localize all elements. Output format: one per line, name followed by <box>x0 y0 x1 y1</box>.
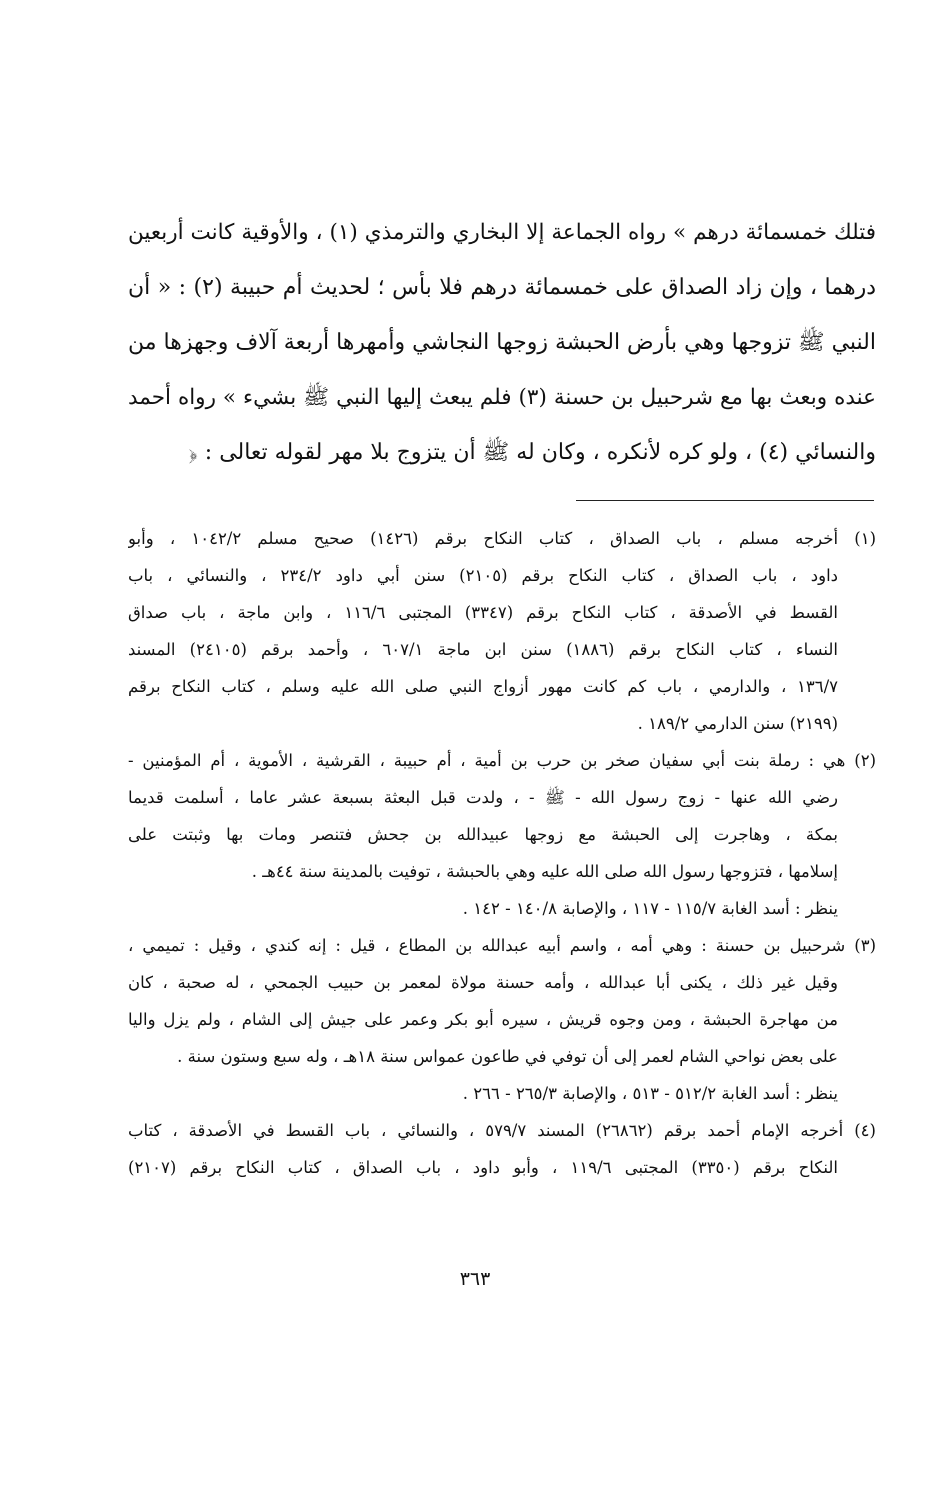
main-text-line: والنسائي (٤) ، ولو كره لأنكره ، وكان له ﷺ أن يتزوج بلا مهر لقوله تعالى : ﴿ <box>188 440 876 465</box>
footnote-1-line: (١) أخرجه مسلم ، باب الصداق ، كتاب النكاح برقم (١٤٢٦) صحيح مسلم ١٠٤٢/٢ ، وأبو <box>128 529 876 548</box>
footnote-3-line: من مهاجرة الحبشة ، ومن وجوه قريش ، سيره أبو بكر وعمر على جيش إلى الشام ، ولم يزل واليا <box>128 1010 838 1029</box>
footnote-2-line: إسلامها ، فتزوجها رسول الله صلى الله عليه وهي بالحبشة ، توفيت بالمدينة سنة ٤٤هـ . <box>251 862 838 881</box>
footnote-3-line: على بعض نواحي الشام لعمر إلى أن توفي في طاعون عمواس سنة ١٨هـ ، وله سبع وستون سنة . <box>177 1047 838 1066</box>
footnote-1-line: (٢١٩٩) سنن الدارمي ١٨٩/٢ . <box>637 714 838 733</box>
footnote-3-line: وقيل غير ذلك ، يكنى أبا عبدالله ، وأمه حسنة مولاة لمعمر بن حبيب الجمحي ، له صحبة ، كان <box>128 973 838 992</box>
footnote-2-reference: ينظر : أسد الغابة ١١٥/٧ - ١١٧ ، والإصابة ١٤٠/٨ - ١٤٢ . <box>462 899 838 918</box>
footnote-separator <box>576 500 874 501</box>
footnote-2-line: (٢) هي : رملة بنت أبي سفيان صخر بن حرب بن أمية ، أم حبيبة ، القرشية ، الأموية ، أم المؤمنين - <box>128 751 876 770</box>
footnote-2-line: بمكة ، وهاجرت إلى الحبشة مع زوجها عبيدالله بن جحش فتنصر ومات بها وثبتت على <box>128 825 838 844</box>
footnote-4-line: النكاح برقم (٣٣٥٠) المجتبى ١١٩/٦ ، وأبو داود ، باب الصداق ، كتاب النكاح برقم (٢١٠٧) <box>128 1158 838 1177</box>
main-text-block <box>128 205 876 480</box>
footnotes-block <box>128 520 876 1186</box>
footnote-1-line: القسط في الأصدقة ، كتاب النكاح برقم (٣٣٤٧) المجتبى ١١٦/٦ ، وابن ماجة ، باب صداق <box>128 603 838 622</box>
footnote-2-line: رضي الله عنها - زوج رسول الله - ﷺ - ، ولدت قبل البعثة بسبعة عشر عاما ، أسلمت قديما <box>128 788 838 807</box>
footnote-1-line: النساء ، كتاب النكاح برقم (١٨٨٦) سنن ابن ماجة ٦٠٧/١ ، وأحمد برقم (٢٤١٠٥) المسند <box>128 640 838 659</box>
main-text-line: عنده وبعث بها مع شرحبيل بن حسنة (٣) فلم يبعث إليها النبي ﷺ بشيء » رواه أحمد <box>128 385 876 410</box>
page-number: ٣٦٣ <box>459 1268 491 1290</box>
main-text-line: درهما ، وإن زاد الصداق على خمسمائة درهم فلا بأس ؛ لحديث أم حبيبة (٢) : « أن <box>128 275 876 300</box>
footnote-3-reference: ينظر : أسد الغابة ٥١٢/٢ - ٥١٣ ، والإصابة ٢٦٥/٣ - ٢٦٦ . <box>462 1084 838 1103</box>
footnote-1-line: داود ، باب الصداق ، كتاب النكاح برقم (٢١٠٥) سنن أبي داود ٢٣٤/٢ ، والنسائي ، باب <box>128 566 838 585</box>
footnote-3-line: (٣) شرحبيل بن حسنة : وهي أمه ، واسم أبيه عبدالله بن المطاع ، قيل : إنه كندي ، وقيل : تميمي ، <box>128 936 876 955</box>
main-text-line: فتلك خمسمائة درهم » رواه الجماعة إلا البخاري والترمذي (١) ، والأوقية كانت أربعين <box>128 220 876 245</box>
main-text-line: النبي ﷺ تزوجها وهي بأرض الحبشة زوجها النجاشي وأمهرها أربعة آلاف وجهزها من <box>128 330 876 355</box>
footnote-1-line: ١٣٦/٧ ، والدارمي ، باب كم كانت مهور أزواج النبي صلى الله عليه وسلم ، كتاب النكاح برقم <box>128 677 838 696</box>
footnote-4-line: (٤) أخرجه الإمام أحمد برقم (٢٦٨٦٢) المسند ٥٧٩/٧ ، والنسائي ، باب القسط في الأصدقة ، كتاب <box>128 1121 876 1140</box>
